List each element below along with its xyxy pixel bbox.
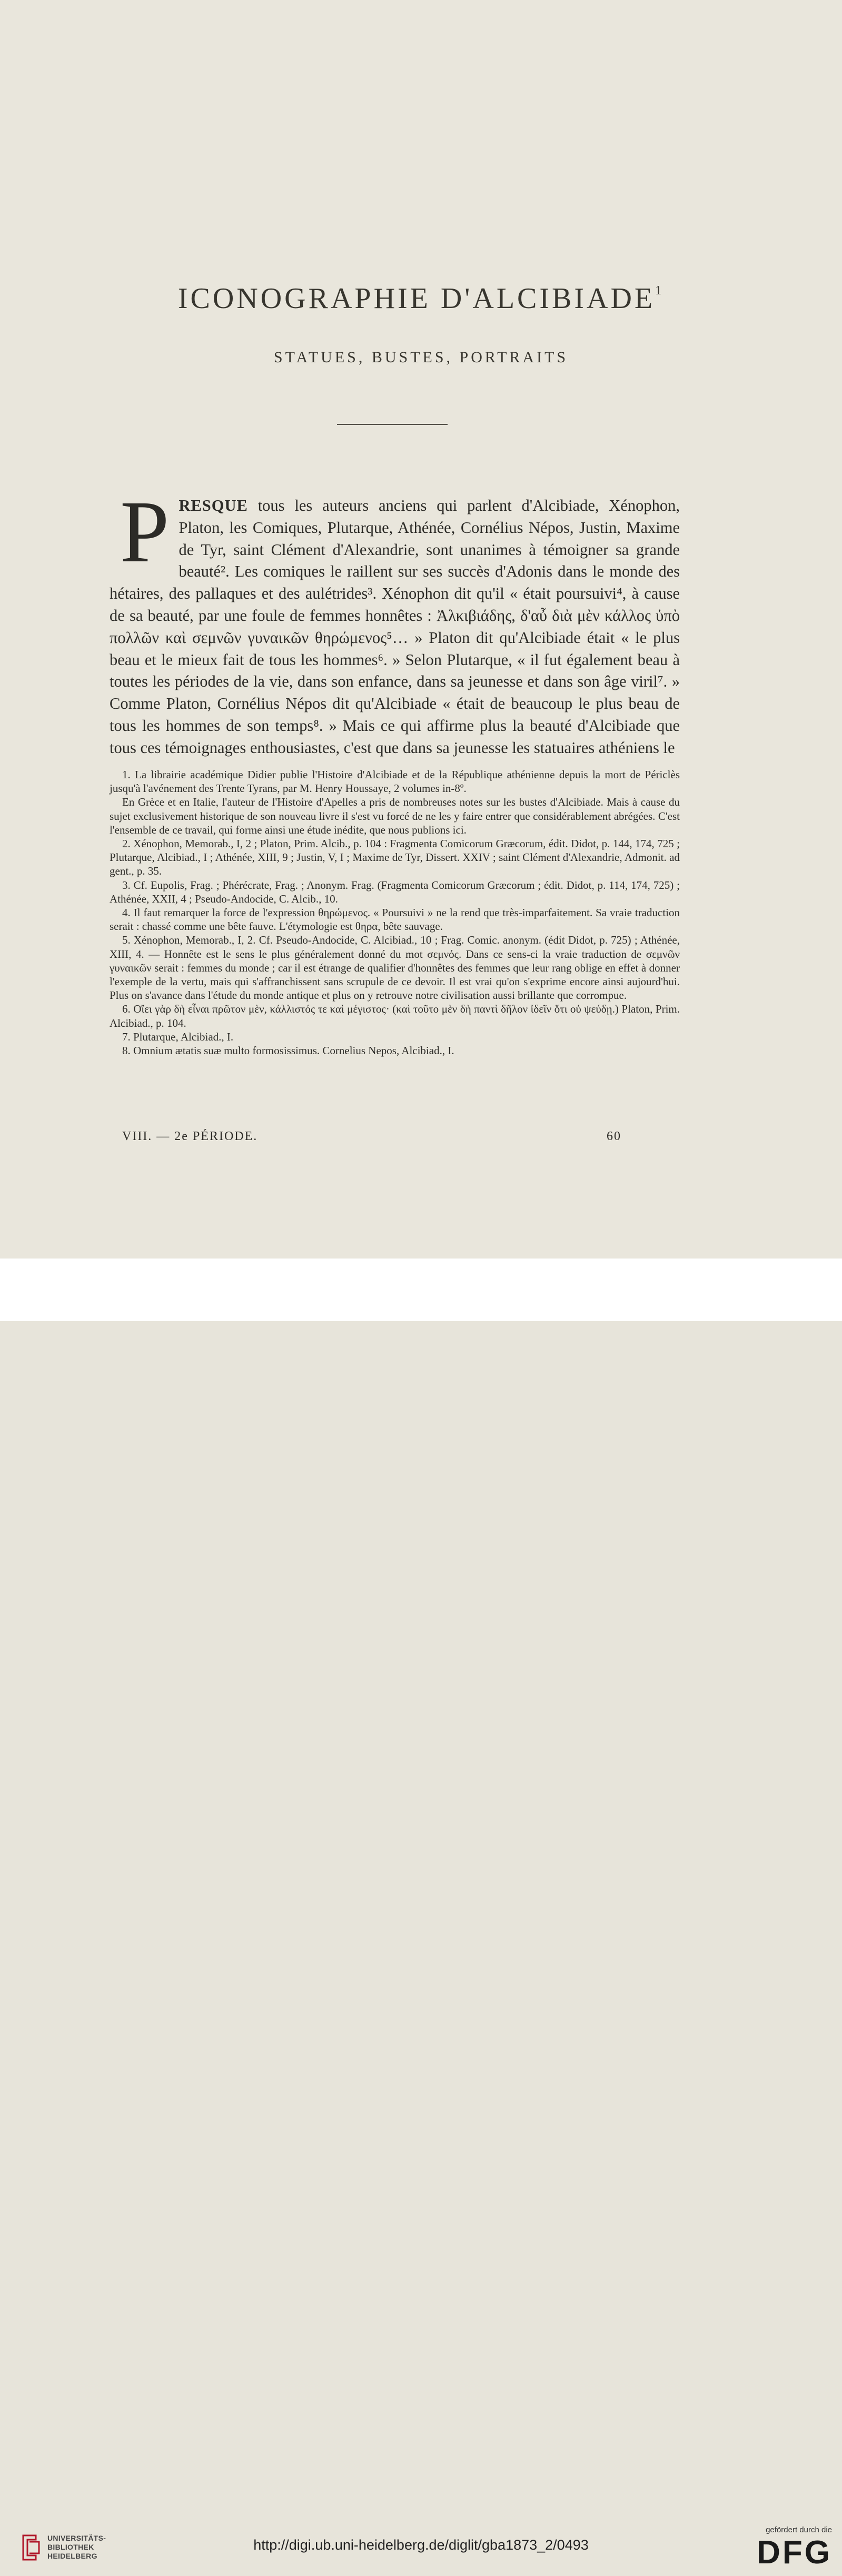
page-title	[0, 282, 842, 315]
lead-word: RESQUE	[179, 497, 248, 514]
drop-cap: P	[120, 483, 170, 581]
footnote: 5. Xénophon, Memorab., I, 2. Cf. Pseudo-Andocide, C. Alcibiad., 10 ; Frag. Comic. anonym. (édit Didot, p. 725) ; Athénée, XIII, 4. — Honnête est le sens le plus généralement donné du mot σεμνός. Dans ce sens-ci la vraie traduction de σεμνῶν γυναικῶν serait : femmes du monde ; car il est étrange de qualifier d'honnêtes des femmes que leur rang oblige en effet à donner l'exemple de la vertu, mais qui s'affranchissent sans scrupule de ce devoir. Il est vrai qu'on s'exprime encore ainsi aujourd'hui. Plus on s'avance dans l'étude du monde antique et plus on y retrouve notre civilisation aussi brillante que corrompue.	[110, 934, 680, 1002]
funder-logo[interactable]	[742, 2525, 832, 2576]
page-subtitle: STATUES, BUSTES, PORTRAITS	[273, 349, 569, 366]
title-text: ICONOGRAPHIE D'ALCIBIADE	[177, 282, 656, 315]
library-name-line: UNIVERSITÄTS-	[47, 2533, 106, 2542]
footnote: 2. Xénophon, Memorab., I, 2 ; Platon, Prim. Alcib., p. 104 : Fragmenta Comicorum Græcorum, édit. Didot, p. 144, 174, 725 ; Plutarque, Alcibiad., I ; Athénée, XIII, 9 ; Justin, V, I ; Maxime de Tyr, Dissert. XXIV ; saint Clément d'Alexandrie, Admonit. ad gent., p. 35.	[110, 837, 680, 878]
funder-caption: gefördert durch die	[766, 2525, 832, 2534]
library-name-line: HEIDELBERG	[47, 2551, 97, 2560]
funder-wordmark: DFG	[757, 2534, 832, 2571]
viewer-footer	[0, 1259, 842, 2571]
body-text: tous les auteurs anciens qui parlent d'Alcibiade, Xénophon, Platon, les Comiques, Plutarque, Athénée, Cornélius Népos, Justin, Maxime de Tyr, saint Clément d'Alexandrie, sont unanimes à témoigner sa grande beauté². Les comiques le raillent sur ses succès d'Adonis dans le monde des hétaires, des pallaques et des aulétrides³. Xénophon dit qu'il « était poursuivi⁴, à cause de sa beauté, par une foule de femmes honnêtes : Ἀλκιβιάδης, δ'αὖ διὰ μὲν κάλλος ὑπὸ πολλῶν καὶ σεμνῶν γυναικῶν θηρώμενος⁵… » Platon dit qu'Alcibiade était « le plus beau et le mieux fait de tous les hommes⁶. » Selon Plutarque, « il fut également beau à toutes les périodes de la vie, dans son enfance, dans sa jeunesse et dans son âge viril⁷. » Comme Platon, Cornélius Népos dit qu'Alcibiade « était de beaucoup le plus beau de tous les hommes de son temps⁸. » Mais ce qui affirme plus la beauté d'Alcibiade que tous ces témoignages enthousiastes, c'est que dans sa jeunesse les statuaires athéniens le	[110, 497, 680, 757]
title-footnote-mark: 1	[655, 284, 665, 298]
footnote: 8. Omnium ætatis suæ multo formosissimus. Cornelius Nepos, Alcibiad., I.	[122, 1044, 454, 1057]
footnote: 7. Plutarque, Alcibiad., I.	[122, 1030, 234, 1043]
scanned-page	[0, 0, 842, 1259]
footnote: 1. La librairie académique Didier publie l'Histoire d'Alcibiade et de la République athénienne depuis la mort de Périclès jusqu'à l'avénement des Trente Tyrans, par M. Henry Houssaye, 2 volumes in-8º.	[110, 768, 680, 795]
section-divider	[337, 424, 448, 425]
footnote: 6. Οἴει γὰρ δὴ εἶναι πρῶτον μὲν, κάλλιστός τε καὶ μέγιστος· (καὶ τοῦτο μὲν δὴ παντὶ δῆλον ἰδεῖν ὅτι οὐ ψεύδῃ.) Platon, Prim. Alcibiad., p. 104.	[110, 1003, 680, 1029]
signature-mark: VIII. — 2e PÉRIODE.	[122, 1130, 258, 1143]
page-number: 60	[607, 1130, 621, 1143]
footnote: 3. Cf. Eupolis, Frag. ; Phérécrate, Frag. ; Anonym. Frag. (Fragmenta Comicorum Græcorum ; édit. Didot, p. 114, 174, 725) ; Athénée, XXII, 4 ; Pseudo-Andocide, C. Alcib., 10.	[110, 878, 680, 905]
footnote: En Grèce et en Italie, l'auteur de l'Histoire d'Apelles a pris de nombreuses notes sur les bustes d'Alcibiade. Mais à cause du sujet exclusivement historique de son nouveau livre il s'est vu forcé de ne les y faire entrer que considérablement abrégées. C'est l'ensemble de ce travail, qui forme ainsi une étude inédite, que nous publions ici.	[110, 796, 680, 836]
permalink[interactable]: http://digi.ub.uni-heidelberg.de/diglit/gba1873_2/0493	[253, 2537, 589, 2553]
library-name-line: BIBLIOTHEK	[47, 2542, 94, 2551]
running-footer	[122, 1130, 621, 1144]
footnotes	[110, 768, 680, 1057]
body-paragraph	[110, 483, 680, 759]
footnote: 4. Il faut remarquer la force de l'expression θηρώμενος. « Poursuivi » ne la rend que très-imparfaitement. Sa vraie traduction serait : chassé comme une bête fauve. L'étymologie est θηρα, bête sauvage.	[110, 906, 680, 933]
